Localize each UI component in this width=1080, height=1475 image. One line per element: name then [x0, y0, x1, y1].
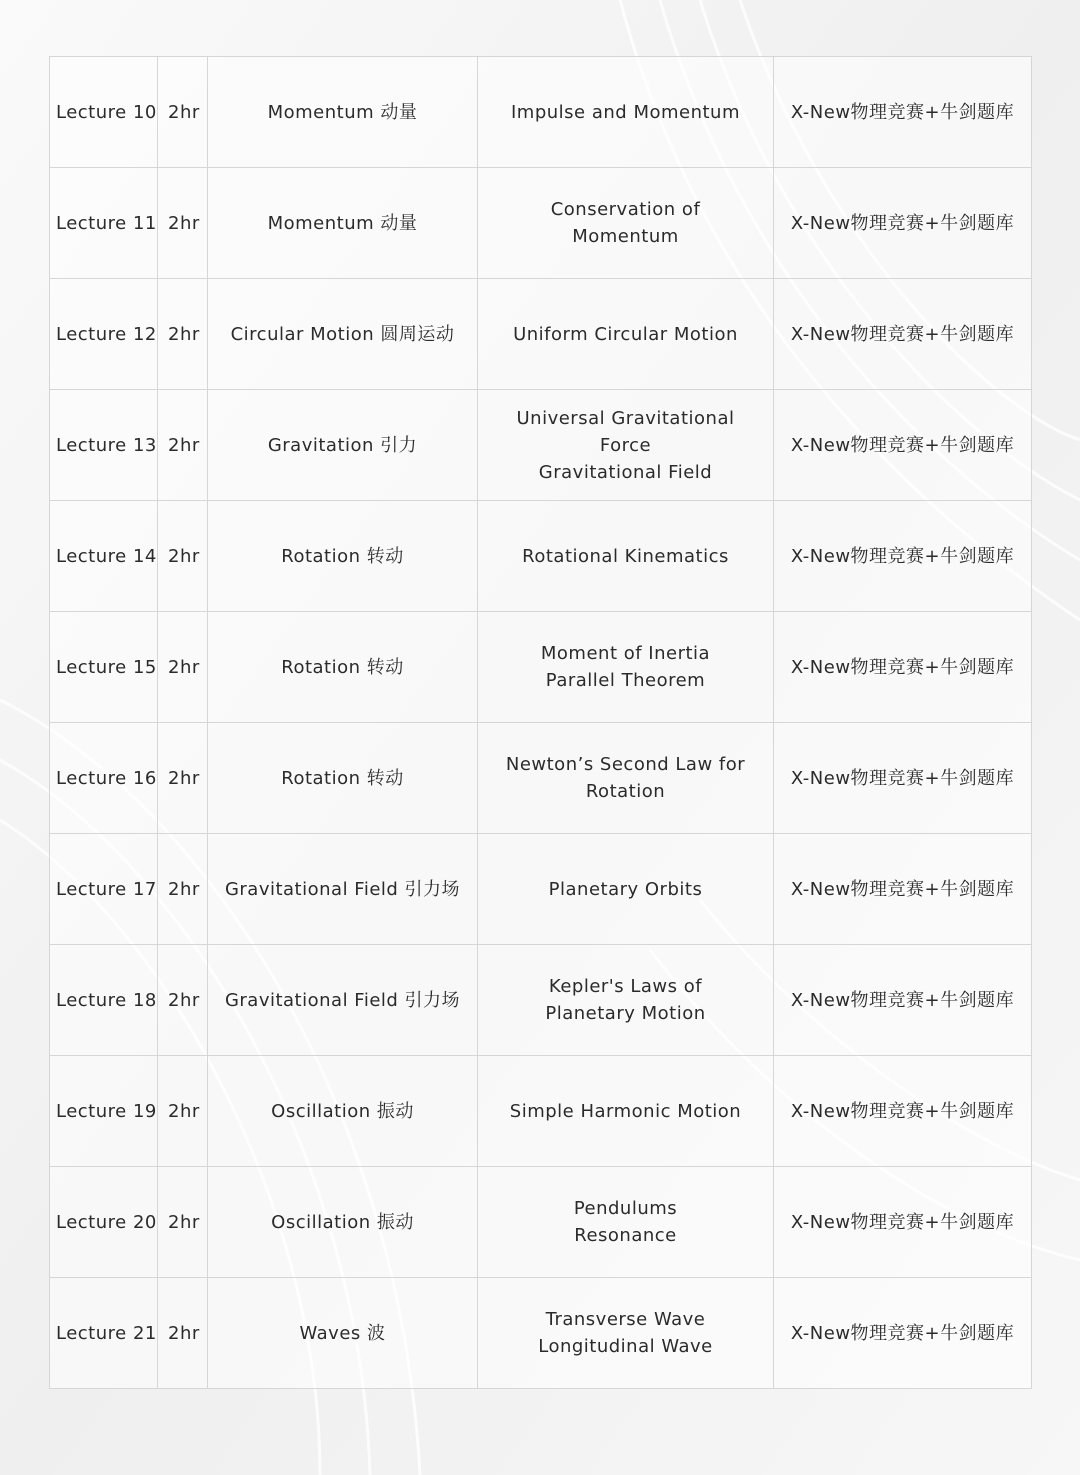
table-row	[50, 945, 1032, 1056]
content-cell	[478, 279, 774, 390]
material-cell: X-New物理竞赛+牛剑题库	[774, 57, 1032, 168]
lecture-cell: Lecture 17	[50, 834, 158, 945]
content-cell	[478, 1167, 774, 1278]
content-line: Parallel Theorem	[545, 670, 706, 691]
material-cell: X-New物理竞赛+牛剑题库	[774, 612, 1032, 723]
lecture-cell: Lecture 13	[50, 390, 158, 501]
content-line: Simple Harmonic Motion	[509, 1100, 742, 1122]
duration-cell: 2hr	[158, 1167, 208, 1278]
material-cell: X-New物理竞赛+牛剑题库	[774, 1056, 1032, 1167]
material-cell: X-New物理竞赛+牛剑题库	[774, 279, 1032, 390]
table-row	[50, 390, 1032, 501]
table-row	[50, 723, 1032, 834]
content-line: Momentum	[572, 226, 679, 247]
lecture-cell: Lecture 20	[50, 1167, 158, 1278]
lecture-cell: Lecture 11	[50, 168, 158, 279]
lecture-cell: Lecture 15	[50, 612, 158, 723]
topic-cell: Waves 波	[208, 1278, 478, 1389]
material-cell: X-New物理竞赛+牛剑题库	[774, 1167, 1032, 1278]
topic-cell: Momentum 动量	[208, 57, 478, 168]
material-cell: X-New物理竞赛+牛剑题库	[774, 168, 1032, 279]
table-row	[50, 57, 1032, 168]
table-row	[50, 1278, 1032, 1389]
content-line: Force	[599, 434, 652, 456]
content-line: Resonance	[574, 1225, 677, 1246]
duration-cell: 2hr	[158, 390, 208, 501]
content-cell	[478, 168, 774, 279]
content-line: Gravitational Field	[538, 461, 713, 483]
content-line: Kepler's Laws of	[548, 976, 703, 997]
table-row	[50, 279, 1032, 390]
content-line: Conservation of	[550, 199, 701, 220]
topic-cell: Gravitation 引力	[208, 390, 478, 501]
material-cell: X-New物理竞赛+牛剑题库	[774, 390, 1032, 501]
duration-cell: 2hr	[158, 1056, 208, 1167]
content-cell	[478, 501, 774, 612]
material-cell: X-New物理竞赛+牛剑题库	[774, 1278, 1032, 1389]
duration-cell: 2hr	[158, 945, 208, 1056]
material-cell: X-New物理竞赛+牛剑题库	[774, 834, 1032, 945]
duration-cell: 2hr	[158, 723, 208, 834]
duration-cell: 2hr	[158, 279, 208, 390]
lecture-cell: Lecture 21	[50, 1278, 158, 1389]
content-cell	[478, 612, 774, 723]
table-row	[50, 612, 1032, 723]
schedule-table-body	[50, 57, 1032, 1389]
topic-cell: Rotation 转动	[208, 501, 478, 612]
duration-cell: 2hr	[158, 1278, 208, 1389]
lecture-cell: Lecture 18	[50, 945, 158, 1056]
content-cell	[478, 1056, 774, 1167]
content-line: Impulse and Momentum	[511, 101, 740, 123]
content-line: Pendulums	[573, 1198, 678, 1219]
material-cell: X-New物理竞赛+牛剑题库	[774, 945, 1032, 1056]
lecture-cell: Lecture 10	[50, 57, 158, 168]
content-cell	[478, 723, 774, 834]
table-row	[50, 1167, 1032, 1278]
table-row	[50, 168, 1032, 279]
table-row	[50, 1056, 1032, 1167]
topic-cell: Gravitational Field 引力场	[208, 834, 478, 945]
content-line: Longitudinal Wave	[538, 1336, 713, 1357]
topic-cell: Momentum 动量	[208, 168, 478, 279]
table-row	[50, 501, 1032, 612]
duration-cell: 2hr	[158, 834, 208, 945]
table-row	[50, 834, 1032, 945]
topic-cell: Rotation 转动	[208, 723, 478, 834]
content-line: Rotation	[585, 781, 666, 802]
content-cell	[478, 390, 774, 501]
topic-cell: Gravitational Field 引力场	[208, 945, 478, 1056]
content-line: Moment of Inertia	[540, 643, 711, 664]
lecture-cell: Lecture 19	[50, 1056, 158, 1167]
material-cell: X-New物理竞赛+牛剑题库	[774, 501, 1032, 612]
content-line: Uniform Circular Motion	[513, 323, 738, 345]
topic-cell: Circular Motion 圆周运动	[208, 279, 478, 390]
content-cell	[478, 1278, 774, 1389]
duration-cell: 2hr	[158, 168, 208, 279]
duration-cell: 2hr	[158, 57, 208, 168]
lecture-cell: Lecture 16	[50, 723, 158, 834]
schedule-table	[49, 56, 1032, 1389]
content-line: Rotational Kinematics	[522, 545, 729, 567]
topic-cell: Oscillation 振动	[208, 1167, 478, 1278]
duration-cell: 2hr	[158, 612, 208, 723]
content-line: Universal Gravitational	[516, 407, 735, 429]
content-line: Transverse Wave	[545, 1309, 706, 1330]
topic-cell: Rotation 转动	[208, 612, 478, 723]
content-cell	[478, 834, 774, 945]
duration-cell: 2hr	[158, 501, 208, 612]
course-schedule	[49, 56, 1031, 1389]
lecture-cell: Lecture 14	[50, 501, 158, 612]
content-line: Planetary Orbits	[548, 878, 703, 900]
content-line: Planetary Motion	[545, 1003, 706, 1024]
content-cell	[478, 945, 774, 1056]
content-line: Newton’s Second Law for	[505, 754, 746, 775]
material-cell: X-New物理竞赛+牛剑题库	[774, 723, 1032, 834]
content-cell	[478, 57, 774, 168]
lecture-cell: Lecture 12	[50, 279, 158, 390]
topic-cell: Oscillation 振动	[208, 1056, 478, 1167]
